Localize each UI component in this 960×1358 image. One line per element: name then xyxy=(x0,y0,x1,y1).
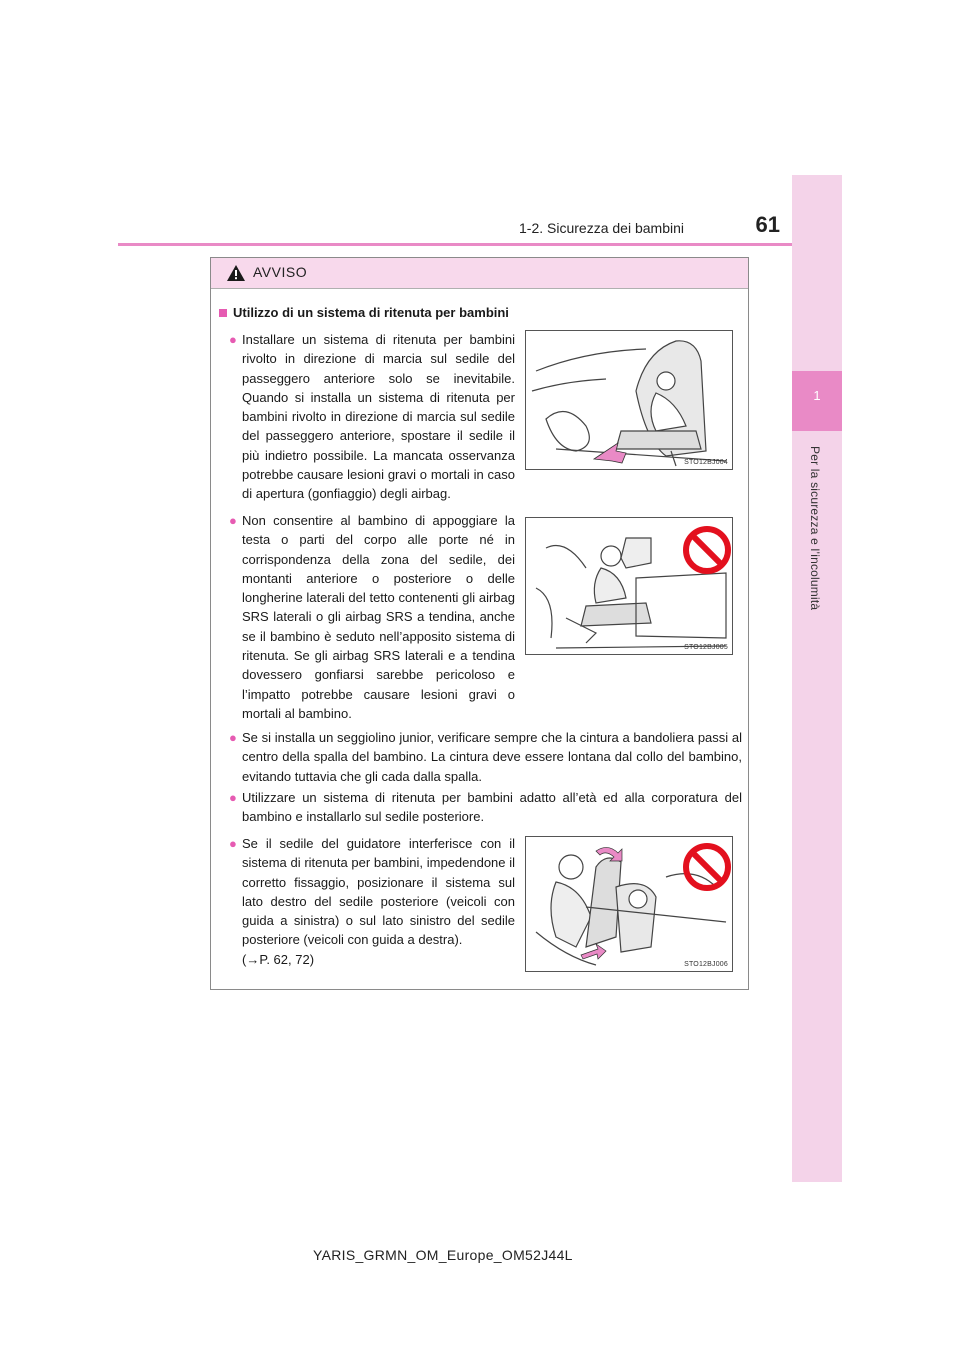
warning-header xyxy=(211,258,748,289)
prohibition-icon xyxy=(681,524,733,576)
warning-item-text: Se si installa un seggiolino junior, verificare sempre che la cintura a bandoliera passi al centro della spalla del bambino. La cintura deve essere lontana dal collo del bambino, evitando tuttavia che gli cada dalla spalla. xyxy=(242,730,742,784)
illustration-front-seat xyxy=(526,331,733,470)
bullet-icon: ● xyxy=(229,730,237,745)
prohibition-icon xyxy=(681,841,733,893)
warning-item-text: Non consentire al bambino di appoggiare la testa o parti del corpo alle porte né in corrispondenza della zona del sedile, dei montanti anteriore o posteriore o delle longherine laterali del tetto contenenti gli airbag SRS laterali o gli airbag SRS a tendina, anche se il bambino è seduto nell’apposito sistema di ritenuta. Se gli airbag SRS laterali e a tendina dovessero gonfiarsi sarebbe pericoloso e l’impatto potrebbe causare lesioni gravi o mortali al bambino. xyxy=(242,513,515,721)
warning-item-4 xyxy=(229,788,742,827)
warning-title: AVVISO xyxy=(253,264,308,280)
warning-item-3 xyxy=(229,728,742,786)
section-heading-text: Utilizzo di un sistema di ritenuta per bambini xyxy=(233,305,509,320)
warning-box xyxy=(210,257,749,990)
warning-item-text: Utilizzare un sistema di ritenuta per bambini adatto all’età ed alla corporatura del bambino e installarlo sul sedile posteriore. xyxy=(242,790,742,825)
bullet-icon: ● xyxy=(229,836,237,851)
document-code: YARIS_GRMN_OM_Europe_OM52J44L xyxy=(313,1247,573,1263)
figure-driver-seat-interference xyxy=(525,836,733,972)
warning-item-5 xyxy=(229,834,515,969)
warning-item-2 xyxy=(229,511,515,723)
warning-item-text: Installare un sistema di ritenuta per bambini rivolto in direzione di marcia sul sedile del passeggero anteriore solo se inevitabile. Quando si installa un sistema di ritenuta per bambini rivolto in direzione di marcia sul sedile del passeggero anteriore, spostare il sedile il più indietro possibile. La mancata osservanza potrebbe causare lesioni gravi o mortali in caso di apertura (gonfiaggio) degli airbag. xyxy=(242,332,515,502)
page-number: 61 xyxy=(755,212,780,237)
bullet-icon: ● xyxy=(229,790,237,805)
warning-item-text: Se il sedile del guidatore interferisce con il sistema di ritenuta per bambini, impedendone il corretto fissaggio, posizionare il sistema sul lato destro del sedile posteriore (veicoli con guida a sinistra) o sul lato sinistro del sedile posteriore (veicoli con guida a destra). xyxy=(242,836,515,948)
figure-code: STO12BJ004 xyxy=(684,459,728,466)
chapter-title: Per la sicurezza e l’incolumità xyxy=(808,446,822,611)
chapter-number: 1 xyxy=(813,388,821,403)
page-reference: (→P. 62, 72) xyxy=(242,951,315,967)
figure-side-airbag-child xyxy=(525,517,733,655)
warning-triangle-icon xyxy=(226,264,246,282)
figure-front-seat-child-restraint xyxy=(525,330,733,470)
section-heading xyxy=(219,305,509,320)
figure-code: STO12BJ006 xyxy=(684,961,728,968)
header-rule xyxy=(118,243,842,246)
figure-code: STO12BJ005 xyxy=(684,644,728,651)
square-bullet-icon xyxy=(219,309,227,317)
bullet-icon: ● xyxy=(229,332,237,347)
section-title: 1-2. Sicurezza dei bambini xyxy=(519,220,684,236)
bullet-icon: ● xyxy=(229,513,237,528)
warning-item-1 xyxy=(229,330,515,504)
side-tab-strip xyxy=(792,175,842,1182)
